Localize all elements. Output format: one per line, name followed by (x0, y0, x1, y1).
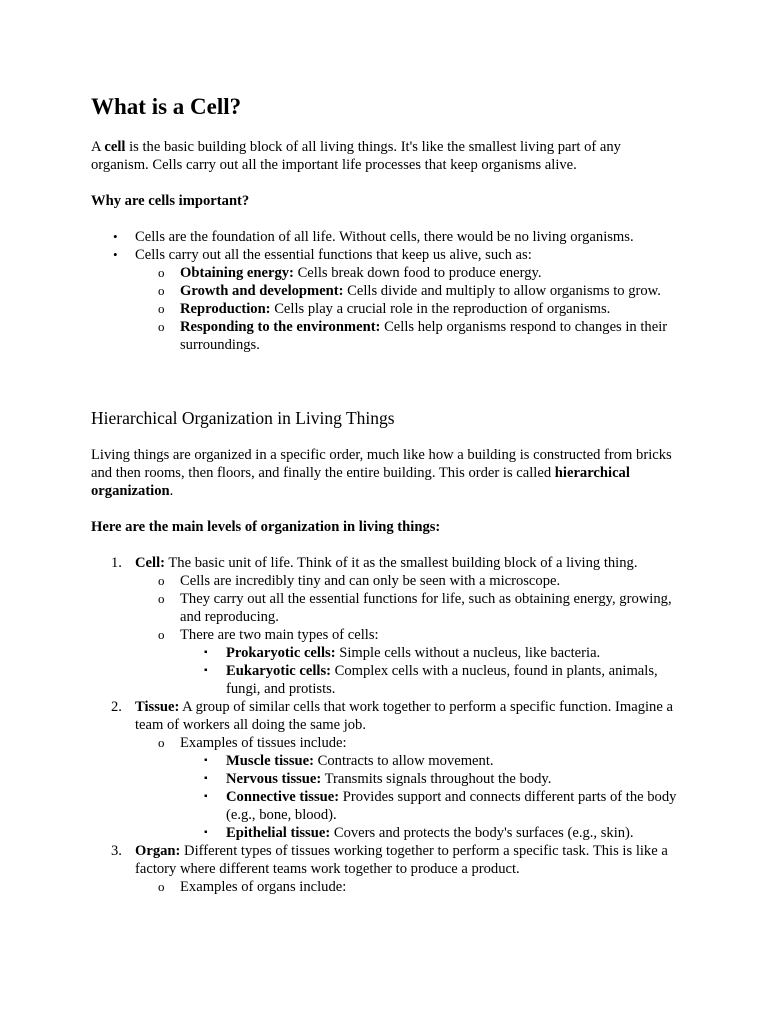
heading-what-is-a-cell: What is a Cell? (91, 94, 242, 119)
list-item: o Examples of tissues include: (158, 735, 347, 751)
list-item: ▪ Nervous tissue: Transmits signals throughout the body. (204, 771, 552, 787)
number-marker: 1. (111, 555, 122, 571)
list-item: o Obtaining energy: Cells break down food to produce energy. (158, 265, 542, 281)
list-item: ▪ Connective tissue: Provides support and connects different parts of the body (e.g., bone, blood). (204, 789, 677, 823)
square-marker: ▪ (204, 665, 208, 676)
sub-marker: o (158, 319, 165, 334)
sub-marker: o (158, 283, 165, 298)
square-marker: ▪ (204, 647, 208, 658)
heading-hierarchical-organization: Hierarchical Organization in Living Things (91, 408, 395, 428)
bullet-marker: • (113, 229, 118, 244)
square-marker: ▪ (204, 827, 208, 838)
level-item-tissue: 2. Tissue: A group of similar cells that work together to perform a specific function. Imagine a team of workers all doing the same job. (111, 699, 673, 733)
levels-list (91, 554, 681, 896)
square-marker: ▪ (204, 773, 208, 784)
square-marker: ▪ (204, 755, 208, 766)
list-item: o They carry out all the essential functions for life, such as obtaining energy, growing, and reproducing. (158, 591, 672, 625)
list-item: • Cells carry out all the essential functions that keep us alive, such as: (113, 247, 532, 263)
hierarchy-intro-paragraph: Living things are organized in a specific order, much like how a building is constructed from bricks and then rooms, then floors, and finally the entire building. This order is called hierarchical organization. (91, 447, 672, 499)
square-marker: ▪ (204, 791, 208, 802)
sub-marker: o (158, 573, 165, 588)
sub-marker: o (158, 735, 165, 750)
number-marker: 3. (111, 843, 122, 859)
list-item: ▪ Eukaryotic cells: Complex cells with a nucleus, found in plants, animals, fungi, and protists. (204, 663, 658, 697)
sub-marker: o (158, 591, 165, 606)
subheading-main-levels: Here are the main levels of organization in living things: (91, 519, 441, 535)
why-important-list (91, 228, 681, 354)
cell-intro-paragraph: A cell is the basic building block of all living things. It's like the smallest living part of any organism. Cells carry out all the important life processes that keep organisms alive. (91, 139, 621, 173)
list-item: o Growth and development: Cells divide and multiply to allow organisms to grow. (158, 283, 661, 299)
list-item: o Responding to the environment: Cells help organisms respond to changes in their surroundings. (158, 319, 668, 353)
list-item: ▪ Prokaryotic cells: Simple cells without a nucleus, like bacteria. (204, 645, 601, 661)
list-item: ▪ Muscle tissue: Contracts to allow movement. (204, 753, 494, 769)
list-item: o There are two main types of cells: (158, 627, 379, 643)
list-item: o Reproduction: Cells play a crucial role in the reproduction of organisms. (158, 301, 611, 317)
subheading-why-important: Why are cells important? (91, 193, 250, 209)
document-content (91, 92, 681, 896)
number-marker: 2. (111, 699, 122, 715)
sub-marker: o (158, 879, 165, 894)
sub-marker: o (158, 627, 165, 642)
bullet-marker: • (113, 247, 118, 262)
list-item: o Cells are incredibly tiny and can only be seen with a microscope. (158, 573, 561, 589)
sub-marker: o (158, 301, 165, 316)
list-item: ▪ Epithelial tissue: Covers and protects the body's surfaces (e.g., skin). (204, 825, 634, 841)
level-item-organ: 3. Organ: Different types of tissues working together to perform a specific task. This is like a factory where different teams work together to produce a product. (111, 843, 668, 877)
sub-marker: o (158, 265, 165, 280)
list-item: • Cells are the foundation of all life. Without cells, there would be no living organisms. (113, 229, 634, 245)
level-item-cell: 1. Cell: The basic unit of life. Think of it as the smallest building block of a living thing. (111, 555, 638, 571)
list-item: o Examples of organs include: (158, 879, 347, 895)
